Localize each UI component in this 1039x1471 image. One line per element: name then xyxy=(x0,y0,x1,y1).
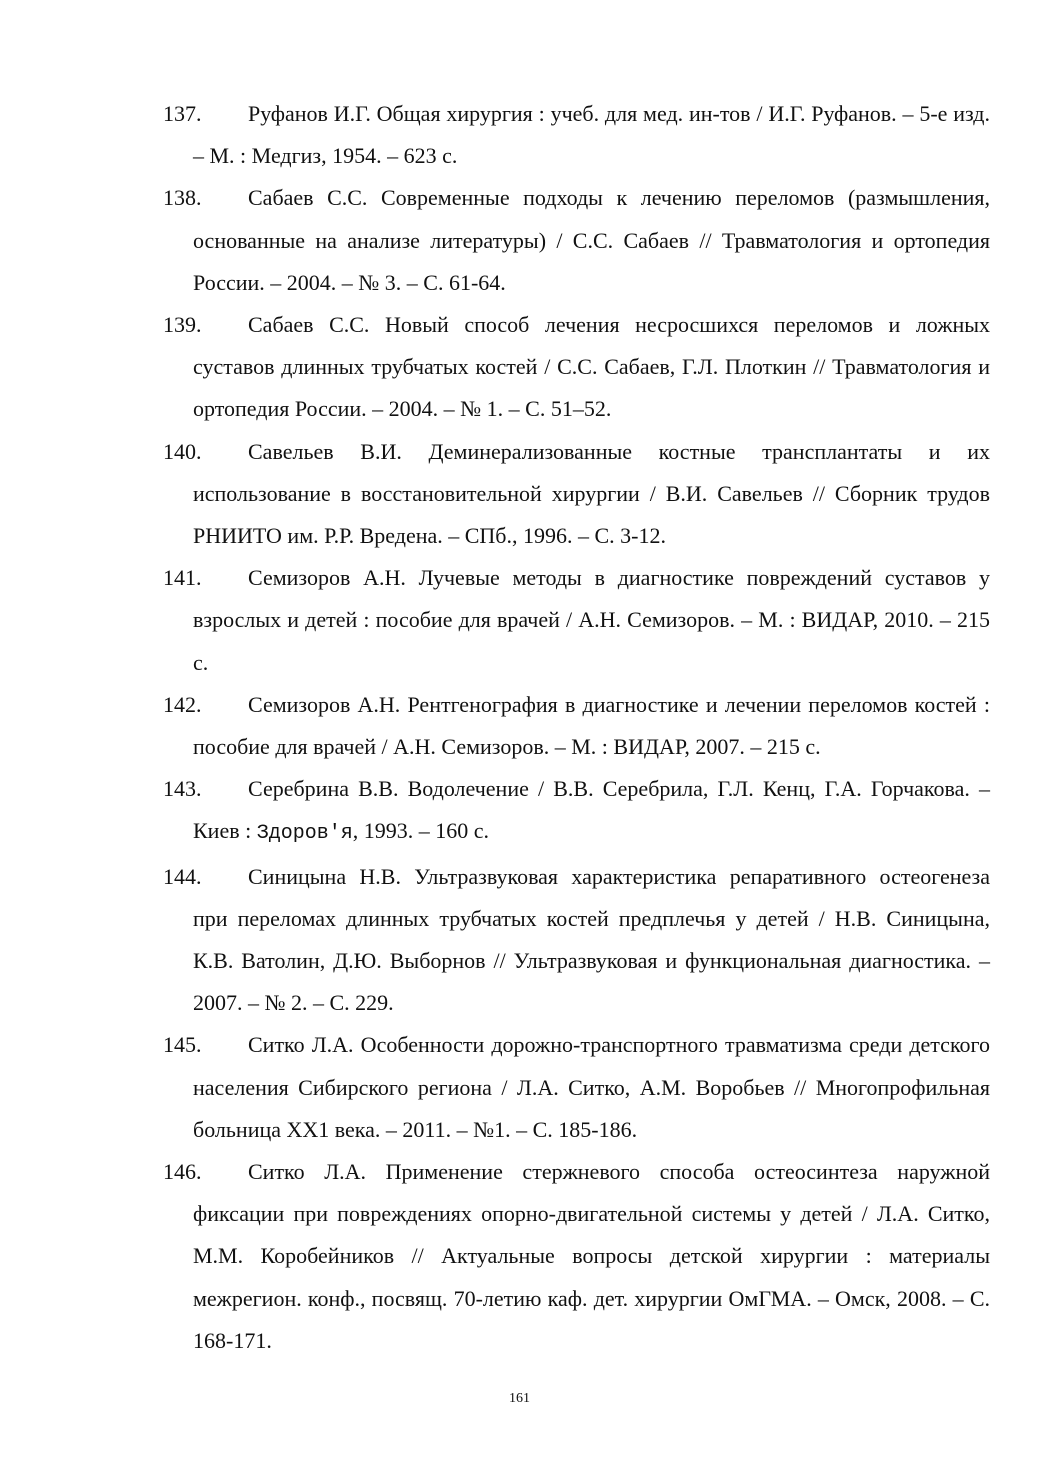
reference-item xyxy=(163,856,990,1025)
reference-text: Синицына Н.В. Ультразвуковая характеристика репаративного остеогенеза при переломах длинных трубчатых костей предплечья у детей / Н.В. Синицына, К.В. Ватолин, Д.Ю. Выборнов // Ультразвуковая и функциональная диагностика. – 2007. – № 2. – С. 229. xyxy=(193,863,990,1016)
reference-number: 141. xyxy=(163,565,202,591)
reference-number: 139. xyxy=(163,312,202,338)
reference-text: Сабаев С.С. Современные подходы к лечению переломов (размышления, основанные на анализе литературы) / С.С. Сабаев // Травматология и ортопедия России. – 2004. – № 3. – С. 61-64. xyxy=(193,185,990,295)
reference-text: Сабаев С.С. Новый способ лечения несросшихся переломов и ложных суставов длинных трубчатых костей / С.С. Сабаев, Г.Л. Плоткин // Травматология и ортопедия России. – 2004. – № 1. – С. 51–52. xyxy=(193,312,990,422)
reference-text: Ситко Л.А. Применение стержневого способа остеосинтеза наружной фиксации при повреждениях опорно-двигательной системы у детей / Л.А. Ситко, М.М. Коробейников // Актуальные вопросы детской хирургии : материалы межрегион. конф., посвящ. 70-летию каф. дет. хирургии ОмГМА. – Омск, 2008. – С. 168-171. xyxy=(193,1159,990,1353)
reference-item xyxy=(163,1024,990,1151)
publisher-name: Здоров'я xyxy=(256,822,353,846)
reference-number: 146. xyxy=(163,1159,202,1185)
reference-list xyxy=(163,93,990,1362)
reference-item xyxy=(163,1151,990,1362)
reference-text-part: , 1993. – 160 с. xyxy=(352,818,489,844)
reference-number: 143. xyxy=(163,776,202,802)
reference-item xyxy=(163,557,990,684)
reference-number: 142. xyxy=(163,691,202,717)
reference-number: 145. xyxy=(163,1032,202,1058)
reference-text: Руфанов И.Г. Общая хирургия : учеб. для мед. ин-тов / И.Г. Руфанов. – 5-е изд. – М. : Медгиз, 1954. – 623 с. xyxy=(193,101,990,169)
reference-text: Ситко Л.А. Особенности дорожно-транспортного травматизма среди детского населения Сибирского региона / Л.А. Ситко, А.М. Воробьев // Многопрофильная больница ХХ1 века. – 2011. – №1. – С. 185-186. xyxy=(193,1032,990,1142)
reference-number: 144. xyxy=(163,863,202,889)
reference-item xyxy=(163,431,990,558)
reference-text-part: Серебрина В.В. Водолечение / В.В. Серебрила, Г.Л. Кенц, Г.А. Горчакова. – Киев : xyxy=(193,776,990,844)
reference-number: 137. xyxy=(163,101,202,126)
reference-text: Савельев В.И. Деминерализованные костные трансплантаты и их использование в восстановительной хирургии / В.И. Савельев // Сборник трудов РНИИТО им. Р.Р. Вредена. – СПб., 1996. – С. 3-12. xyxy=(193,438,990,549)
page-number: 161 xyxy=(509,1391,530,1406)
reference-text xyxy=(193,768,990,855)
reference-text: Семизоров А.Н. Рентгенография в диагностике и лечении переломов костей : пособие для врачей / А.Н. Семизоров. – М. : ВИДАР, 2007. – 215 с. xyxy=(193,691,990,760)
reference-text: Семизоров А.Н. Лучевые методы в диагностике повреждений суставов у взрослых и детей : пособие для врачей / А.Н. Семизоров. – М. : ВИДАР, 2010. – 215 с. xyxy=(193,565,990,675)
reference-item xyxy=(163,177,990,304)
reference-item xyxy=(163,768,990,855)
reference-item xyxy=(163,93,990,177)
reference-item xyxy=(163,304,990,431)
reference-number: 138. xyxy=(163,185,202,211)
reference-item xyxy=(163,684,990,768)
reference-number: 140. xyxy=(163,438,202,464)
